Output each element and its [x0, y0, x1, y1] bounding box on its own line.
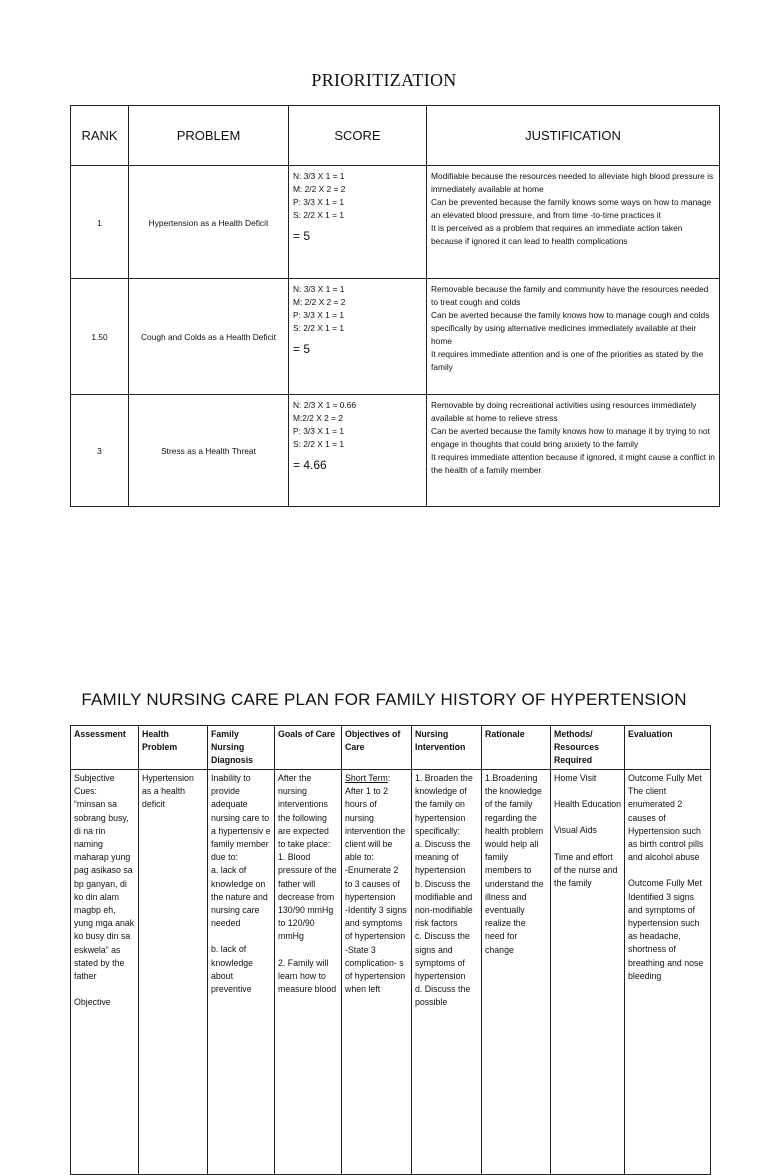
justification-header: JUSTIFICATION	[427, 106, 720, 166]
assessment-header: Assessment	[71, 726, 139, 770]
table-row	[71, 279, 720, 395]
goals-item: 1. Blood pressure of the father will decrease from 130/90 mmHg to 120/90 mmHg	[278, 852, 337, 942]
diagnosis-item: a. lack of knowledge on the nature and nursing care needed	[211, 865, 268, 929]
evaluation-cell	[625, 770, 711, 1175]
objectives-text: After 1 to 2 hours of nursing intervention the client will be able to:	[345, 786, 406, 863]
assessment-quote: “minsan sa sobrang busy, di na rin naming maharap yung pag asikaso sa bp ganyan, di ko din alam magbp eh, yung mga anak ko busy din sa eskwela” as stated by the father	[74, 799, 135, 982]
method-item: Health Education	[554, 799, 621, 810]
goals-item: 2. Family will learn how to measure blood	[278, 957, 337, 995]
method-item: Time and effort of the nurse and the family	[554, 851, 618, 889]
table-row	[71, 395, 720, 507]
score-line: S: 2/2 X 1 = 1	[293, 210, 344, 220]
method-item: Visual Aids	[554, 825, 597, 836]
objective-item: -Identify 3 signs and symptoms of hypertension	[345, 905, 407, 942]
rank-cell: 3	[71, 395, 129, 507]
score-total: = 5	[293, 342, 311, 356]
care-plan-header-row	[71, 726, 711, 770]
justification-line: It requires immediate attention because if ignored, it might cause a conflict in the health of a family member	[431, 452, 715, 475]
score-line: S: 2/2 X 1 = 1	[293, 439, 344, 449]
score-line: P: 3/3 X 1 = 1	[293, 426, 344, 436]
problem-cell: Cough and Colds as a Health Deficit	[129, 279, 289, 395]
evaluation-header: Evaluation	[625, 726, 711, 770]
score-cell	[289, 395, 427, 507]
intervention-item: d. Discuss the possible	[415, 984, 471, 1008]
justification-line: Can be averted because the family knows how to manage it by trying to not engage in thoughts that could bring anxiety to the family	[431, 426, 710, 449]
intervention-cell	[412, 770, 482, 1175]
justification-cell	[427, 395, 720, 507]
rationale-cell: 1.Broadening the knowledge of the family regarding the health problem would help all family members to understand the illness and eventually realize the need for change	[482, 770, 551, 1175]
table-row	[71, 770, 711, 1175]
intervention-header: Nursing Intervention	[412, 726, 482, 770]
score-line: N: 2/3 X 1 = 0.66	[293, 400, 357, 410]
score-total: = 5	[293, 229, 311, 243]
subjective-label: Subjective Cues:	[74, 773, 115, 797]
justification-line: Removable by doing recreational activities using resources immediately available at home to relieve stress	[431, 400, 697, 423]
objective-item: -State 3 complication- s of hypertension when left	[345, 944, 406, 995]
diagnosis-intro: Inability to provide adequate nursing care to a hypertensiv e family member due to:	[211, 773, 271, 863]
intervention-item: b. Discuss the modifiable and non-modifiable risk factors	[415, 878, 473, 929]
care-plan-table	[70, 725, 711, 1175]
justification-line: It requires immediate attention and is one of the priorities as stated by the family	[431, 349, 704, 372]
prioritization-header-row	[71, 106, 720, 166]
method-item: Home Visit	[554, 773, 597, 783]
score-line: N: 3/3 X 1 = 1	[293, 171, 345, 181]
diagnosis-header: Family Nursing Diagnosis	[208, 726, 275, 770]
intervention-item: c. Discuss the signs and symptoms of hypertension	[415, 931, 470, 982]
objective-label: Objective	[74, 997, 111, 1008]
rank-header: RANK	[71, 106, 129, 166]
score-cell	[289, 166, 427, 279]
evaluation-heading: Outcome Fully Met	[628, 773, 702, 783]
intervention-main: 1. Broaden the knowledge of the family on hypertension specifically:	[415, 773, 473, 836]
evaluation-heading: Outcome Fully Met	[628, 878, 702, 889]
goals-intro: After the nursing interventions the following are expected to take place:	[278, 773, 331, 850]
score-line: S: 2/2 X 1 = 1	[293, 323, 344, 333]
assessment-cell	[71, 770, 139, 1175]
short-term-label: Short Term	[345, 773, 388, 783]
problem-header: PROBLEM	[129, 106, 289, 166]
care-plan-title: FAMILY NURSING CARE PLAN FOR FAMILY HISTORY OF HYPERTENSION	[81, 690, 687, 709]
justification-line: Modifiable because the resources needed to alleviate high blood pressure is immediately available at home	[431, 171, 714, 194]
justification-line: Can be prevented because the family knows some ways on how to manage an elevated blood pressure, and from time -to-time practices it	[431, 197, 712, 220]
health-problem-cell: Hypertension as a health deficit	[139, 770, 208, 1175]
score-line: P: 3/3 X 1 = 1	[293, 197, 344, 207]
score-total: = 4.66	[293, 458, 327, 472]
problem-cell: Stress as a Health Threat	[129, 395, 289, 507]
score-header: SCORE	[289, 106, 427, 166]
prioritization-title: PRIORITIZATION	[311, 70, 457, 90]
intervention-item: a. Discuss the meaning of hypertension	[415, 839, 471, 876]
rank-cell: 1	[71, 166, 129, 279]
health-problem-header: Health Problem	[139, 726, 208, 770]
goals-header: Goals of Care	[275, 726, 342, 770]
score-line: M:2/2 X 2 = 2	[293, 413, 344, 423]
goals-cell	[275, 770, 342, 1175]
rank-cell: 1.50	[71, 279, 129, 395]
table-row	[71, 166, 720, 279]
objectives-header: Objectives of Care	[342, 726, 412, 770]
score-line: M: 2/2 X 2 = 2	[293, 184, 346, 194]
rationale-header: Rationale	[482, 726, 551, 770]
diagnosis-cell	[208, 770, 275, 1175]
prioritization-table	[70, 105, 720, 507]
problem-cell: Hypertension as a Health Deficit	[129, 166, 289, 279]
evaluation-text: The client enumerated 2 causes of Hypertension such as birth control pills and alcohol abuse	[628, 786, 704, 863]
diagnosis-item: b. lack of knowledge about preventive	[211, 944, 254, 995]
methods-header: Methods/ Resources Required	[551, 726, 625, 770]
methods-cell	[551, 770, 625, 1175]
justification-cell	[427, 166, 720, 279]
justification-line: Removable because the family and community have the resources needed to treat cough and colds	[431, 284, 709, 307]
score-line: P: 3/3 X 1 = 1	[293, 310, 344, 320]
objective-item: -Enumerate 2 to 3 causes of hypertension	[345, 865, 400, 902]
justification-cell	[427, 279, 720, 395]
evaluation-text: Identified 3 signs and symptoms of hypertension such as headache, shortness of breathing and nose bleeding	[628, 891, 704, 981]
score-line: N: 3/3 X 1 = 1	[293, 284, 345, 294]
objectives-cell: Short Term: After 1 to 2 hours of nursing intervention the client will be able to: -Enumerate 2 to 3 causes of hypertension -Identify 3 signs and symptoms of hypertension -State 3 complication- s of hypertension when left	[342, 770, 412, 1175]
justification-line: It is perceived as a problem that requires an immediate action taken because if ignored it can lead to health complications	[431, 223, 683, 246]
justification-line: Can be averted because the family knows how to manage cough and colds specifically by using alternative medicines immediately available at their home	[431, 310, 710, 346]
score-line: M: 2/2 X 2 = 2	[293, 297, 346, 307]
score-cell	[289, 279, 427, 395]
